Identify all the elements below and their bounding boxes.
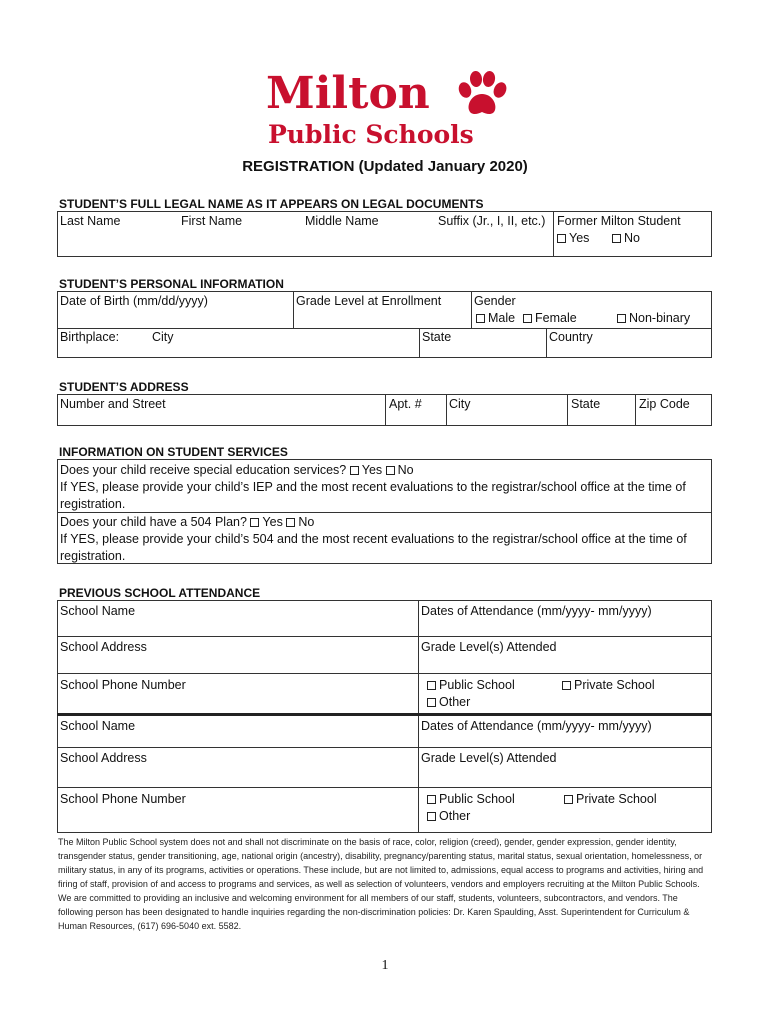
school-name-field-2[interactable]: School Name [60,719,136,733]
checkbox-icon[interactable] [427,681,436,690]
checkbox-icon[interactable] [476,314,485,323]
other-school-option-2[interactable]: Other [427,809,470,824]
page-title: REGISTRATION (Updated January 2020) [242,158,528,175]
checkbox-icon[interactable] [350,466,359,475]
checkbox-icon[interactable] [523,314,532,323]
checkbox-icon[interactable] [617,314,626,323]
checkbox-icon[interactable] [564,795,573,804]
logo-subtitle: Public Schools [268,120,474,149]
gender-label: Gender [474,294,516,308]
birth-state-field[interactable]: State [422,330,452,344]
checkbox-icon[interactable] [250,518,259,527]
gender-nonbinary-option[interactable]: Non-binary [617,311,690,326]
former-no-option[interactable]: No [612,231,640,246]
page-number: 1 [381,958,389,973]
dates-field[interactable]: Dates of Attendance (mm/yyyy- mm/yyyy) [421,604,652,618]
legal-name-heading: STUDENT’S FULL LEGAL NAME AS IT APPEARS ON LEGAL DOCUMENTS [59,197,484,211]
dates-field-2[interactable]: Dates of Attendance (mm/yyyy- mm/yyyy) [421,719,652,733]
suffix-field[interactable]: Suffix (Jr., I, II, etc.) [438,214,546,228]
school-divider [57,713,712,716]
former-yes-option[interactable]: Yes [557,231,589,246]
birthplace-label: Birthplace: [60,330,120,344]
plan504-question: Does your child have a 504 Plan? Yes No [60,515,315,529]
checkbox-icon[interactable] [386,466,395,475]
nondiscrimination-notice: The Milton Public School system does not and shall not discriminate on the basis of race, color, religion (creed), gender, gender expression, gender identity, transgender status, gender transitioning, age, national origin (ancestry), disability, pregnancy/parenting status, marital status, sexual orientation, homelessness, or military status, in any of its programs, activities or operations. These include, but are not limited to, admissions, equal access to programs and activities, hiring and firing of staff, provision of and access to programs and services, as well as selection of volunteers, vendors and employers recruiting at the Milton Public Schools. We are committed to providing an inclusive and welcoming environment for all members of our staff, students, volunteers, subcontractors, and vendors. The following person has been designated to handle inquiries regarding the non-discrimination policies: Dr. Karen Spaulding, Asst. Superintendent for Curriculum & Human Resources, (617) 696-5040 ext. 5582. [58,837,704,931]
birth-country-field[interactable]: Country [549,330,593,344]
gender-male-option[interactable]: Male [476,311,515,326]
grades-field[interactable]: Grade Level(s) Attended [421,640,557,654]
school-address-field[interactable]: School Address [60,640,147,654]
sped-no-option[interactable]: No [386,463,414,477]
services-heading: INFORMATION ON STUDENT SERVICES [59,445,288,459]
apt-field[interactable]: Apt. # [389,397,422,411]
plan504-instruction-cont: registration. [60,549,126,563]
address-state-field[interactable]: State [571,397,601,411]
plan504-no-option[interactable]: No [286,515,314,529]
private-school-option[interactable]: Private School [562,678,655,693]
checkbox-icon[interactable] [612,234,621,243]
paw-print-icon [456,70,508,118]
sped-yes-option[interactable]: Yes [350,463,382,477]
plan504-yes-option[interactable]: Yes [250,515,282,529]
personal-heading: STUDENT’S PERSONAL INFORMATION [59,277,284,291]
former-student-label: Former Milton Student [557,214,681,228]
address-heading: STUDENT’S ADDRESS [59,380,189,394]
street-field[interactable]: Number and Street [60,397,166,411]
checkbox-icon[interactable] [427,812,436,821]
iep-instruction-cont: registration. [60,497,126,511]
iep-instruction: If YES, please provide your child’s IEP and the most recent evaluations to the registrar/school office at the time of [60,480,686,494]
plan504-instruction: If YES, please provide your child’s 504 and the most recent evaluations to the registrar/school office at the time of [60,532,687,546]
previous-heading: PREVIOUS SCHOOL ATTENDANCE [59,586,261,600]
last-name-field[interactable]: Last Name [60,214,121,228]
grade-field[interactable]: Grade Level at Enrollment [296,294,442,308]
address-city-field[interactable]: City [449,397,471,411]
checkbox-icon[interactable] [427,698,436,707]
grades-field-2[interactable]: Grade Level(s) Attended [421,751,557,765]
school-phone-field-2[interactable]: School Phone Number [60,792,186,806]
first-name-field[interactable]: First Name [181,214,243,228]
logo-name: Milton [266,68,430,119]
school-phone-field[interactable]: School Phone Number [60,678,186,692]
birth-city-field[interactable]: City [152,330,174,344]
gender-female-option[interactable]: Female [523,311,577,326]
checkbox-icon[interactable] [286,518,295,527]
school-address-field-2[interactable]: School Address [60,751,147,765]
zip-field[interactable]: Zip Code [639,397,690,411]
checkbox-icon[interactable] [427,795,436,804]
private-school-option-2[interactable]: Private School [564,792,657,807]
checkbox-icon[interactable] [557,234,566,243]
dob-field[interactable]: Date of Birth (mm/dd/yyyy) [60,294,208,308]
other-school-option[interactable]: Other [427,695,470,710]
public-school-option[interactable]: Public School [427,678,515,693]
school-name-field[interactable]: School Name [60,604,136,618]
sped-question: Does your child receive special education services? Yes No [60,463,414,477]
checkbox-icon[interactable] [562,681,571,690]
public-school-option-2[interactable]: Public School [427,792,515,807]
middle-name-field[interactable]: Middle Name [305,214,379,228]
